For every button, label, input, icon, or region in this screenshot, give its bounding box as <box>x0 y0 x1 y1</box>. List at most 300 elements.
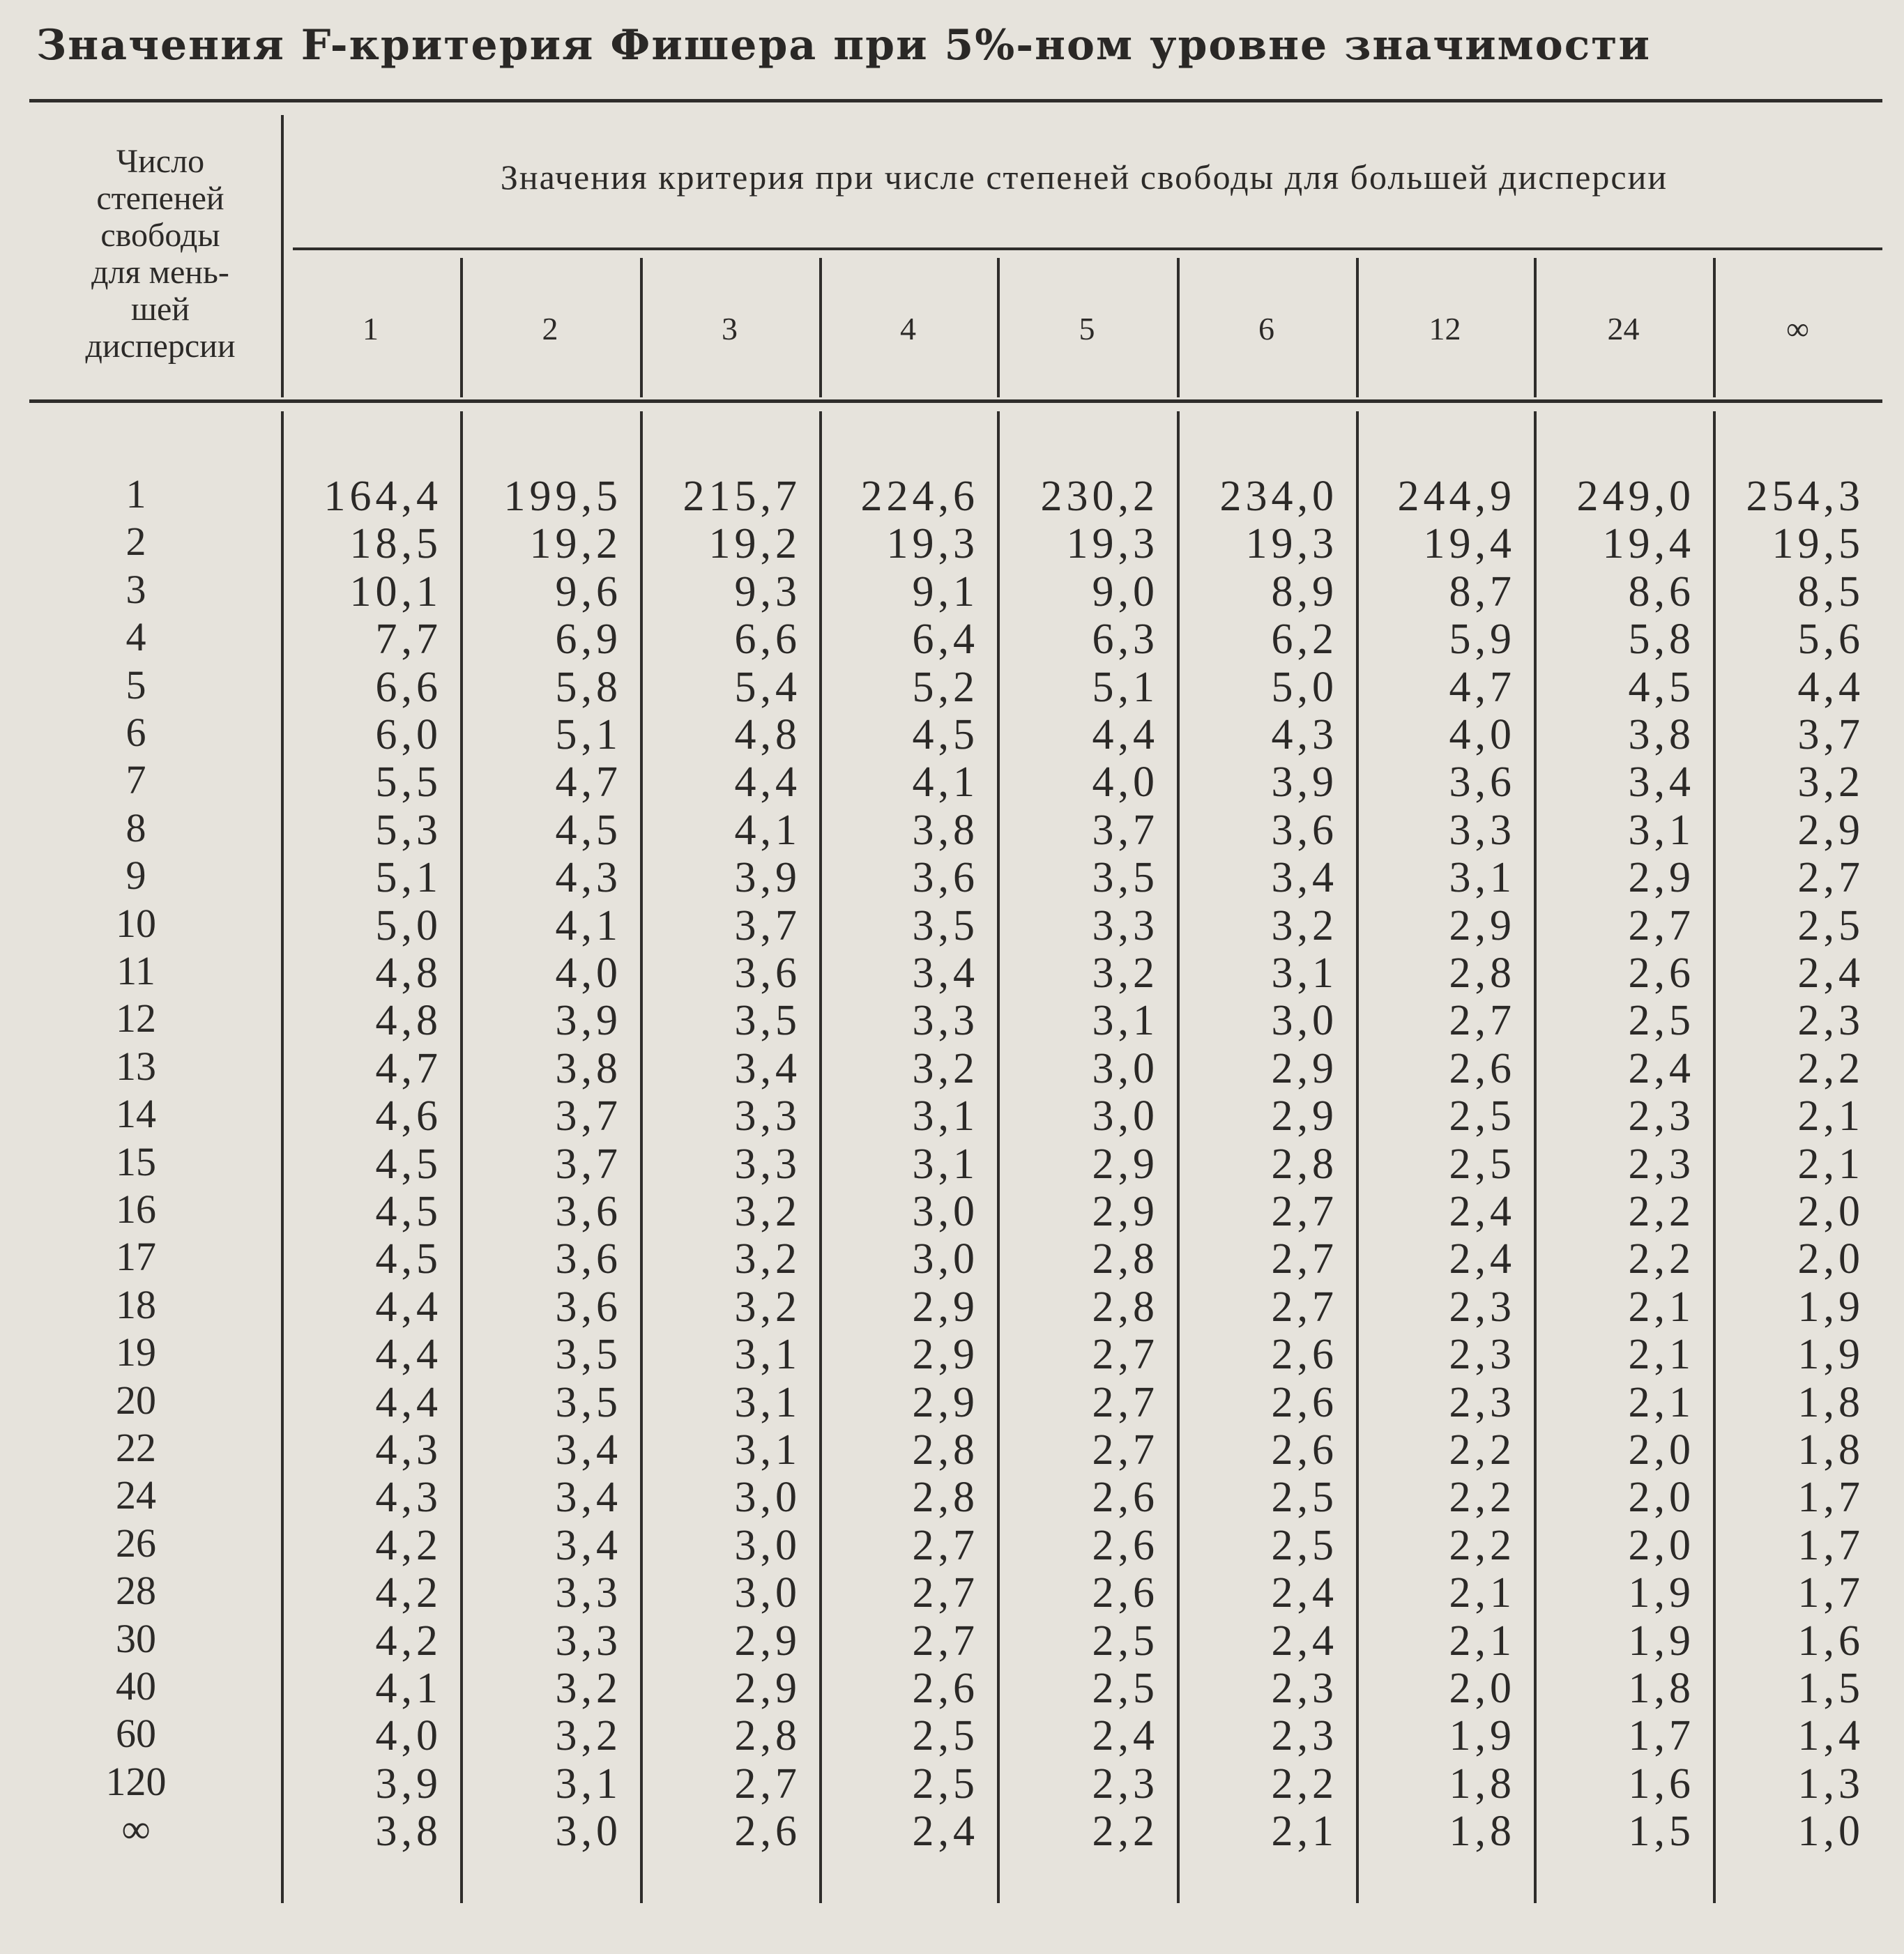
table-cell: 3,0 <box>1092 1044 1159 1092</box>
table-cell: 2,3 <box>1797 997 1864 1045</box>
table-cell: 2,1 <box>1628 1331 1695 1379</box>
table-cell: 4,0 <box>375 1712 442 1760</box>
table-cell: 2,3 <box>1092 1760 1159 1808</box>
table-cell: 2,4 <box>1271 1569 1338 1617</box>
table-cell: 5,5 <box>375 758 442 807</box>
table-cell: 3,1 <box>1449 854 1516 902</box>
row-label: 26 <box>116 1520 156 1566</box>
table-cell: 10,1 <box>349 567 442 616</box>
table-cell: 1,9 <box>1628 1569 1695 1617</box>
table-cell: 2,7 <box>912 1569 979 1617</box>
table-cell: 3,0 <box>1271 997 1338 1045</box>
table-cell: 5,1 <box>375 854 442 902</box>
table-cell: 6,3 <box>1092 616 1159 664</box>
stub-header-line: шей <box>131 291 190 328</box>
table-cell: 2,9 <box>1092 1140 1159 1188</box>
table-cell: 19,4 <box>1423 520 1516 568</box>
table-cell: 3,2 <box>734 1283 801 1331</box>
row-label: 2 <box>125 519 146 565</box>
table-cell: 2,6 <box>1628 949 1695 997</box>
table-cell: 3,1 <box>1628 806 1695 854</box>
table-cell: 2,7 <box>1271 1283 1338 1331</box>
table-cell: 2,5 <box>1271 1521 1338 1569</box>
table-cell: 3,1 <box>912 1092 979 1140</box>
table-cell: 2,4 <box>1271 1617 1338 1665</box>
table-cell: 3,8 <box>1628 711 1695 758</box>
row-label: 7 <box>125 757 146 803</box>
stub-header-line: Число <box>116 143 205 180</box>
table-cell: 8,5 <box>1797 567 1864 616</box>
table-cell: 6,6 <box>734 616 801 664</box>
table-cell: 2,7 <box>1271 1188 1338 1235</box>
table-cell: 3,9 <box>375 1760 442 1808</box>
table-cell: 3,2 <box>912 1044 979 1092</box>
table-cell: 230,2 <box>1040 473 1159 520</box>
table-cell: 2,8 <box>912 1426 979 1474</box>
table-cell: 4,4 <box>375 1378 442 1426</box>
table-cell: 234,0 <box>1219 473 1338 520</box>
table-cell: 3,9 <box>734 854 801 902</box>
table-cell: 2,9 <box>1092 1188 1159 1235</box>
table-cell: 3,5 <box>1092 854 1159 902</box>
table-cell: 2,2 <box>1449 1474 1516 1522</box>
table-cell: 4,6 <box>375 1092 442 1140</box>
table-cell: 19,3 <box>886 520 979 568</box>
table-cell: 2,5 <box>1797 901 1864 949</box>
table-cell: 3,5 <box>555 1331 622 1379</box>
table-cell: 2,5 <box>1092 1617 1159 1665</box>
table-cell: 3,0 <box>734 1474 801 1522</box>
column-vertical-rule <box>997 258 1000 397</box>
table-cell: 2,2 <box>1628 1188 1695 1235</box>
column-vertical-rule <box>640 258 643 397</box>
table-cell: 6,9 <box>555 616 622 664</box>
table-cell: 2,9 <box>1271 1044 1338 1092</box>
row-label: 60 <box>116 1711 156 1757</box>
table-cell: 4,5 <box>912 711 979 758</box>
row-label: 4 <box>125 614 146 660</box>
table-cell: 2,3 <box>1271 1665 1338 1712</box>
table-cell: 3,3 <box>734 1092 801 1140</box>
table-cell: 3,2 <box>555 1712 622 1760</box>
table-cell: 2,0 <box>1449 1665 1516 1712</box>
table-cell: 2,6 <box>1092 1521 1159 1569</box>
table-cell: 3,4 <box>555 1521 622 1569</box>
table-cell: 3,9 <box>555 997 622 1045</box>
table-cell: 2,8 <box>1092 1283 1159 1331</box>
table-cell: 2,1 <box>1628 1283 1695 1331</box>
table-cell: 2,9 <box>734 1617 801 1665</box>
table-cell: 4,5 <box>555 806 622 854</box>
table-cell: 1,7 <box>1797 1521 1864 1569</box>
table-cell: 19,4 <box>1602 520 1695 568</box>
stub-header-line: свободы <box>100 217 220 254</box>
table-cell: 7,7 <box>375 616 442 664</box>
table-cell: 1,8 <box>1628 1665 1695 1712</box>
table-cell: 3,3 <box>555 1569 622 1617</box>
table-cell: 3,1 <box>734 1331 801 1379</box>
column-vertical-rule <box>460 258 463 397</box>
table-cell: 2,6 <box>1092 1569 1159 1617</box>
table-cell: 2,3 <box>1449 1378 1516 1426</box>
table-cell: 2,9 <box>912 1378 979 1426</box>
table-cell: 3,2 <box>1092 949 1159 997</box>
table-cell: 2,9 <box>1271 1092 1338 1140</box>
table-cell: 1,7 <box>1797 1474 1864 1522</box>
table-cell: 19,5 <box>1772 520 1864 568</box>
table-cell: 6,4 <box>912 616 979 664</box>
column-header: 5 <box>1079 311 1095 346</box>
table-cell: 3,8 <box>912 806 979 854</box>
table-cell: 2,9 <box>1449 901 1516 949</box>
row-label: 8 <box>125 804 146 850</box>
table-cell: 2,5 <box>912 1760 979 1808</box>
table-cell: 3,1 <box>1271 949 1338 997</box>
table-cell: 5,6 <box>1797 616 1864 664</box>
stub-header-line: степеней <box>96 180 224 217</box>
table-cell: 2,6 <box>1271 1378 1338 1426</box>
table-cell: 4,3 <box>1271 711 1338 758</box>
table-cell: 19,2 <box>708 520 801 568</box>
table-cell: 3,1 <box>555 1760 622 1808</box>
table-cell: 3,5 <box>734 997 801 1045</box>
table-cell: 3,4 <box>555 1474 622 1522</box>
row-label: 18 <box>116 1281 156 1327</box>
spanner-rule <box>293 247 1882 250</box>
row-label: 17 <box>116 1234 156 1280</box>
table-cell: 3,3 <box>1092 901 1159 949</box>
table-cell: 3,9 <box>1271 758 1338 807</box>
table-cell: 1,5 <box>1628 1808 1695 1856</box>
table-cell: 2,8 <box>1449 949 1516 997</box>
row-label: 1 <box>125 471 146 517</box>
table-cell: 2,2 <box>1449 1521 1516 1569</box>
row-label: 28 <box>116 1568 156 1614</box>
table-cell: 244,9 <box>1397 473 1516 520</box>
table-cell: 3,0 <box>1092 1092 1159 1140</box>
table-cell: 4,0 <box>1449 711 1516 758</box>
column-header: 1 <box>363 311 379 346</box>
row-label: 5 <box>125 662 146 708</box>
table-cell: 3,7 <box>1092 806 1159 854</box>
row-label: 12 <box>116 995 156 1041</box>
table-cell: 3,4 <box>912 949 979 997</box>
table-cell: 1,9 <box>1628 1617 1695 1665</box>
table-cell: 2,2 <box>1449 1426 1516 1474</box>
table-cell: 1,9 <box>1797 1331 1864 1379</box>
table-cell: 2,9 <box>912 1331 979 1379</box>
table-cell: 4,2 <box>375 1521 442 1569</box>
table-cell: 8,9 <box>1271 567 1338 616</box>
table-cell: 2,9 <box>1628 854 1695 902</box>
table-cell: 5,3 <box>375 806 442 854</box>
table-cell: 2,9 <box>1797 806 1864 854</box>
table-cell: 2,2 <box>1797 1044 1864 1092</box>
spanner-header: Значения критерия при числе степеней свободы для большей дисперсии <box>500 158 1668 197</box>
table-cell: 2,8 <box>1271 1140 1338 1188</box>
table-cell: 224,6 <box>860 473 979 520</box>
table-cell: 2,4 <box>1628 1044 1695 1092</box>
page-title: Значения F-критерия Фишера при 5%-ном уровне значимости <box>36 21 1651 70</box>
table-cell: 9,3 <box>734 567 801 616</box>
table-cell: 1,4 <box>1797 1712 1864 1760</box>
table-cell: 3,0 <box>555 1808 622 1856</box>
table-cell: 5,1 <box>1092 663 1159 711</box>
table-cell: 9,0 <box>1092 567 1159 616</box>
table-cell: 3,0 <box>734 1521 801 1569</box>
column-header: 12 <box>1429 311 1461 346</box>
table-cell: 2,6 <box>1449 1044 1516 1092</box>
table-cell: 3,6 <box>734 949 801 997</box>
table-cell: 3,1 <box>734 1378 801 1426</box>
row-label: 22 <box>116 1425 156 1470</box>
table-cell: 2,8 <box>912 1474 979 1522</box>
row-label: 13 <box>116 1043 156 1089</box>
table-cell: 4,1 <box>912 758 979 807</box>
row-label: 14 <box>116 1091 156 1137</box>
table-cell: 4,8 <box>375 949 442 997</box>
table-cell: 3,5 <box>912 901 979 949</box>
table-cell: 3,7 <box>555 1092 622 1140</box>
table-cell: 4,1 <box>375 1665 442 1712</box>
row-label: 24 <box>116 1472 156 1518</box>
table-cell: 5,9 <box>1449 616 1516 664</box>
table-cell: 215,7 <box>683 473 801 520</box>
table-cell: 4,3 <box>375 1426 442 1474</box>
column-vertical-rule <box>1713 258 1716 397</box>
table-cell: 2,3 <box>1628 1140 1695 1188</box>
table-cell: 3,7 <box>555 1140 622 1188</box>
table-cell: 4,5 <box>375 1235 442 1283</box>
column-header: 4 <box>900 311 916 346</box>
table-cell: 2,0 <box>1628 1474 1695 1522</box>
table-cell: 5,8 <box>1628 616 1695 664</box>
table-cell: 4,7 <box>1449 663 1516 711</box>
column-header: 3 <box>722 311 738 346</box>
table-cell: 3,4 <box>1271 854 1338 902</box>
table-cell: 2,4 <box>1449 1235 1516 1283</box>
table-cell: 3,6 <box>555 1235 622 1283</box>
table-cell: 3,0 <box>912 1235 979 1283</box>
table-cell: 2,5 <box>912 1712 979 1760</box>
table-cell: 4,3 <box>375 1474 442 1522</box>
row-label: 120 <box>105 1758 167 1804</box>
table-cell: 8,7 <box>1449 567 1516 616</box>
row-label: 20 <box>116 1377 156 1423</box>
column-vertical-rule <box>1177 258 1180 397</box>
row-label: 11 <box>116 948 155 993</box>
table-cell: 5,2 <box>912 663 979 711</box>
table-cell: 4,0 <box>555 949 622 997</box>
column-vertical-rule <box>1534 258 1537 397</box>
table-cell: 4,4 <box>375 1283 442 1331</box>
table-cell: 3,8 <box>375 1808 442 1856</box>
table-cell: 3,1 <box>734 1426 801 1474</box>
table-cell: 4,8 <box>734 711 801 758</box>
table-cell: 4,8 <box>375 997 442 1045</box>
table-cell: 18,5 <box>349 520 442 568</box>
table-cell: 4,4 <box>1797 663 1864 711</box>
table-cell: 2,9 <box>912 1283 979 1331</box>
table-cell: 4,3 <box>555 854 622 902</box>
table-cell: 4,5 <box>375 1188 442 1235</box>
row-label: 40 <box>116 1663 156 1709</box>
table-cell: 2,1 <box>1449 1617 1516 1665</box>
table-cell: 1,9 <box>1449 1712 1516 1760</box>
table-cell: 254,3 <box>1746 473 1864 520</box>
table-cell: 3,4 <box>1628 758 1695 807</box>
table-cell: 3,2 <box>734 1188 801 1235</box>
table-cell: 4,1 <box>734 806 801 854</box>
table-cell: 3,5 <box>555 1378 622 1426</box>
table-cell: 199,5 <box>503 473 622 520</box>
table-cell: 3,6 <box>1449 758 1516 807</box>
table-cell: 2,7 <box>1092 1426 1159 1474</box>
table-cell: 2,7 <box>1797 854 1864 902</box>
table-cell: 4,5 <box>375 1140 442 1188</box>
table-cell: 3,3 <box>734 1140 801 1188</box>
table-cell: 2,9 <box>734 1665 801 1712</box>
table-cell: 2,4 <box>912 1808 979 1856</box>
table-cell: 3,3 <box>912 997 979 1045</box>
table-cell: 9,1 <box>912 567 979 616</box>
table-cell: 5,4 <box>734 663 801 711</box>
table-cell: 2,7 <box>912 1521 979 1569</box>
row-label: 10 <box>116 900 156 946</box>
table-cell: 2,0 <box>1628 1426 1695 1474</box>
table-cell: 1,0 <box>1797 1808 1864 1856</box>
table-cell: 3,2 <box>1797 758 1864 807</box>
table-cell: 2,6 <box>1271 1331 1338 1379</box>
table-cell: 2,2 <box>1628 1235 1695 1283</box>
table-cell: 3,0 <box>912 1188 979 1235</box>
table-cell: 2,3 <box>1449 1331 1516 1379</box>
column-header: ∞ <box>1786 311 1809 346</box>
table-cell: 4,5 <box>1628 663 1695 711</box>
table-cell: 3,4 <box>555 1426 622 1474</box>
table-cell: 2,7 <box>912 1617 979 1665</box>
table-cell: 5,0 <box>1271 663 1338 711</box>
table-cell: 3,1 <box>912 1140 979 1188</box>
table-cell: 4,0 <box>1092 758 1159 807</box>
table-cell: 1,8 <box>1797 1426 1864 1474</box>
table-cell: 1,3 <box>1797 1760 1864 1808</box>
table-cell: 2,5 <box>1449 1092 1516 1140</box>
table-cell: 3,3 <box>1449 806 1516 854</box>
table-cell: 3,6 <box>1271 806 1338 854</box>
table-cell: 3,7 <box>1797 711 1864 758</box>
table-cell: 2,0 <box>1797 1188 1864 1235</box>
table-cell: 3,2 <box>555 1665 622 1712</box>
table-cell: 1,8 <box>1449 1760 1516 1808</box>
table-cell: 3,6 <box>555 1188 622 1235</box>
row-label: 9 <box>125 853 146 899</box>
table-cell: 3,0 <box>734 1569 801 1617</box>
table-cell: 2,1 <box>1271 1808 1338 1856</box>
table-cell: 2,7 <box>734 1760 801 1808</box>
table-cell: 1,8 <box>1797 1378 1864 1426</box>
table-cell: 3,1 <box>1092 997 1159 1045</box>
row-label: 16 <box>116 1186 156 1232</box>
table-cell: 2,2 <box>1271 1760 1338 1808</box>
row-label: 3 <box>125 566 146 612</box>
table-cell: 2,1 <box>1797 1092 1864 1140</box>
table-cell: 2,4 <box>1797 949 1864 997</box>
table-cell: 1,5 <box>1797 1665 1864 1712</box>
table-cell: 2,7 <box>1092 1331 1159 1379</box>
row-label: 19 <box>116 1329 156 1375</box>
table-cell: 19,3 <box>1245 520 1338 568</box>
column-header: 2 <box>542 311 558 346</box>
table-cell: 2,2 <box>1092 1808 1159 1856</box>
table-cell: 2,1 <box>1797 1140 1864 1188</box>
table-cell: 9,6 <box>555 567 622 616</box>
table-cell: 4,4 <box>375 1331 442 1379</box>
table-cell: 2,3 <box>1628 1092 1695 1140</box>
table-cell: 3,3 <box>555 1617 622 1665</box>
table-cell: 2,4 <box>1092 1712 1159 1760</box>
table-cell: 4,1 <box>555 901 622 949</box>
table-cell: 2,7 <box>1092 1378 1159 1426</box>
table-cell: 2,1 <box>1449 1569 1516 1617</box>
table-cell: 4,4 <box>734 758 801 807</box>
table-cell: 4,2 <box>375 1617 442 1665</box>
table-cell: 4,4 <box>1092 711 1159 758</box>
table-cell: 3,6 <box>912 854 979 902</box>
table-cell: 2,1 <box>1628 1378 1695 1426</box>
table-cell: 2,7 <box>1449 997 1516 1045</box>
table-cell: 1,8 <box>1449 1808 1516 1856</box>
table-cell: 2,6 <box>1092 1474 1159 1522</box>
column-header: 24 <box>1607 311 1640 346</box>
table-cell: 1,9 <box>1797 1283 1864 1331</box>
table-cell: 2,3 <box>1449 1283 1516 1331</box>
table-cell: 6,0 <box>375 711 442 758</box>
table-cell: 3,2 <box>1271 901 1338 949</box>
row-label: 15 <box>116 1138 156 1184</box>
table-cell: 8,6 <box>1628 567 1695 616</box>
table-cell: 2,5 <box>1449 1140 1516 1188</box>
table-cell: 19,2 <box>529 520 622 568</box>
table-cell: 3,4 <box>734 1044 801 1092</box>
table-cell: 4,7 <box>375 1044 442 1092</box>
table-cell: 1,7 <box>1797 1569 1864 1617</box>
row-label: 6 <box>125 710 146 755</box>
column-vertical-rule <box>1356 258 1359 397</box>
table-cell: 6,6 <box>375 663 442 711</box>
table-cell: 2,5 <box>1628 997 1695 1045</box>
table-cell: 2,5 <box>1092 1665 1159 1712</box>
table-cell: 4,2 <box>375 1569 442 1617</box>
table-cell: 2,6 <box>1271 1426 1338 1474</box>
table-cell: 2,5 <box>1271 1474 1338 1522</box>
stub-vertical-rule <box>281 115 284 397</box>
table-cell: 2,7 <box>1271 1235 1338 1283</box>
stub-header-line: дисперсии <box>85 328 236 365</box>
table-cell: 2,4 <box>1449 1188 1516 1235</box>
table-cell: 249,0 <box>1576 473 1695 520</box>
table-cell: 1,6 <box>1797 1617 1864 1665</box>
table-cell: 5,8 <box>555 663 622 711</box>
stub-header <box>28 143 293 365</box>
table-cell: 2,8 <box>1092 1235 1159 1283</box>
table-cell: 3,6 <box>555 1283 622 1331</box>
table-cell: 5,1 <box>555 711 622 758</box>
table-cell: 164,4 <box>323 473 442 520</box>
table-cell: 4,7 <box>555 758 622 807</box>
row-label: 30 <box>116 1615 156 1661</box>
table-cell: 1,7 <box>1628 1712 1695 1760</box>
